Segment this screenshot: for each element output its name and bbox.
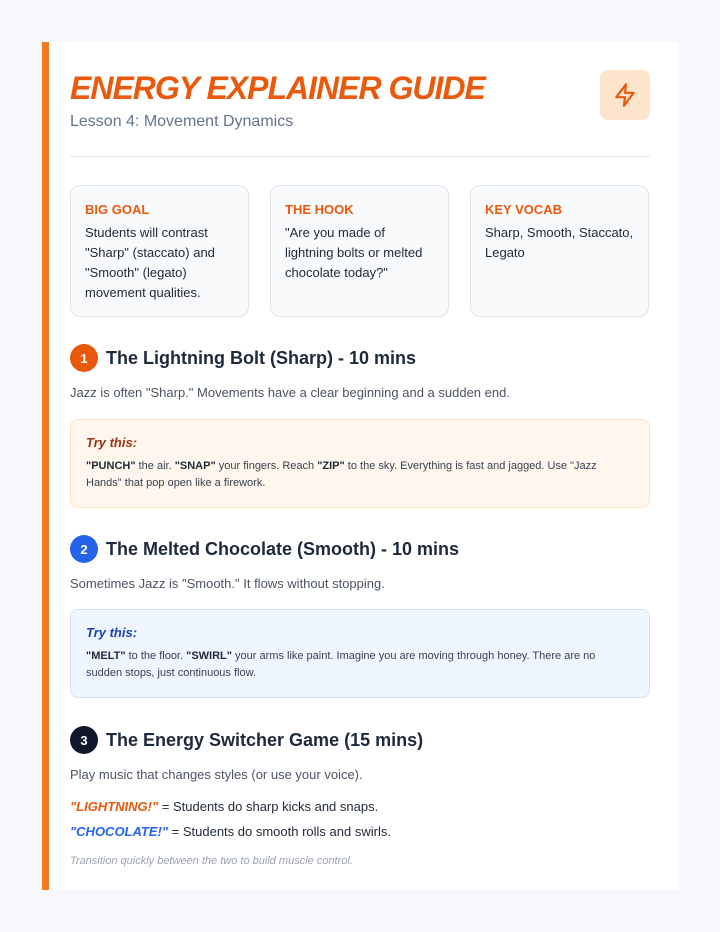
- page-title: ENERGY EXPLAINER GUIDE: [70, 70, 485, 106]
- step-title: The Lightning Bolt (Sharp) - 10 mins: [106, 347, 416, 368]
- card-title: BIG GOAL: [85, 202, 150, 217]
- call-chocolate: "CHOCOLATE!" = Students do smooth rolls and swirls.: [70, 824, 391, 839]
- step-title: The Melted Chocolate (Smooth) - 10 mins: [106, 538, 460, 559]
- step-number-badge: 2: [70, 535, 98, 563]
- accent-bar: [42, 42, 49, 890]
- card-key-vocab: [470, 185, 649, 317]
- card-title: KEY VOCAB: [485, 202, 563, 217]
- lesson-page: [42, 42, 678, 890]
- header-divider: [70, 156, 650, 157]
- step-number-badge: 1: [70, 344, 98, 372]
- step-3-heading: [70, 725, 423, 755]
- try-this-box-smooth: [70, 609, 650, 698]
- transition-note: Transition quickly between the two to build muscle control.: [70, 855, 353, 867]
- try-this-box-sharp: [70, 419, 650, 508]
- step-description: Play music that changes styles (or use your voice).: [70, 767, 363, 782]
- step-title: The Energy Switcher Game (15 mins): [106, 729, 424, 750]
- card-big-goal: [70, 185, 249, 317]
- lightning-icon: [600, 70, 650, 120]
- card-text: Students will contrast "Sharp" (staccato) and "Smooth" (legato) movement qualities.: [85, 225, 215, 300]
- step-1-heading: [70, 343, 416, 373]
- card-text: "Are you made of lightning bolts or melted chocolate today?": [285, 225, 423, 280]
- try-this-label: Try this:: [86, 625, 138, 640]
- call-lightning: "LIGHTNING!" = Students do sharp kicks and snaps.: [70, 799, 379, 814]
- card-the-hook: [270, 185, 449, 317]
- step-description: Sometimes Jazz is "Smooth." It flows without stopping.: [70, 576, 385, 591]
- page-subtitle: Lesson 4: Movement Dynamics: [70, 113, 294, 130]
- step-description: Jazz is often "Sharp." Movements have a clear beginning and a sudden end.: [70, 385, 510, 400]
- try-this-text: "MELT" to the floor. "SWIRL" your arms like paint. Imagine you are moving through honey. There are no sudden stops, just continuous flow.: [86, 650, 596, 679]
- step-2-heading: [70, 534, 459, 564]
- try-this-label: Try this:: [86, 435, 138, 450]
- card-title: THE HOOK: [285, 202, 354, 217]
- try-this-text: "PUNCH" the air. "SNAP" your fingers. Reach "ZIP" to the sky. Everything is fast and jagged. Use "Jazz Hands" that pop open like a firework.: [86, 460, 597, 489]
- card-text: Sharp, Smooth, Staccato, Legato: [485, 225, 634, 260]
- step-number-badge: 3: [70, 726, 98, 754]
